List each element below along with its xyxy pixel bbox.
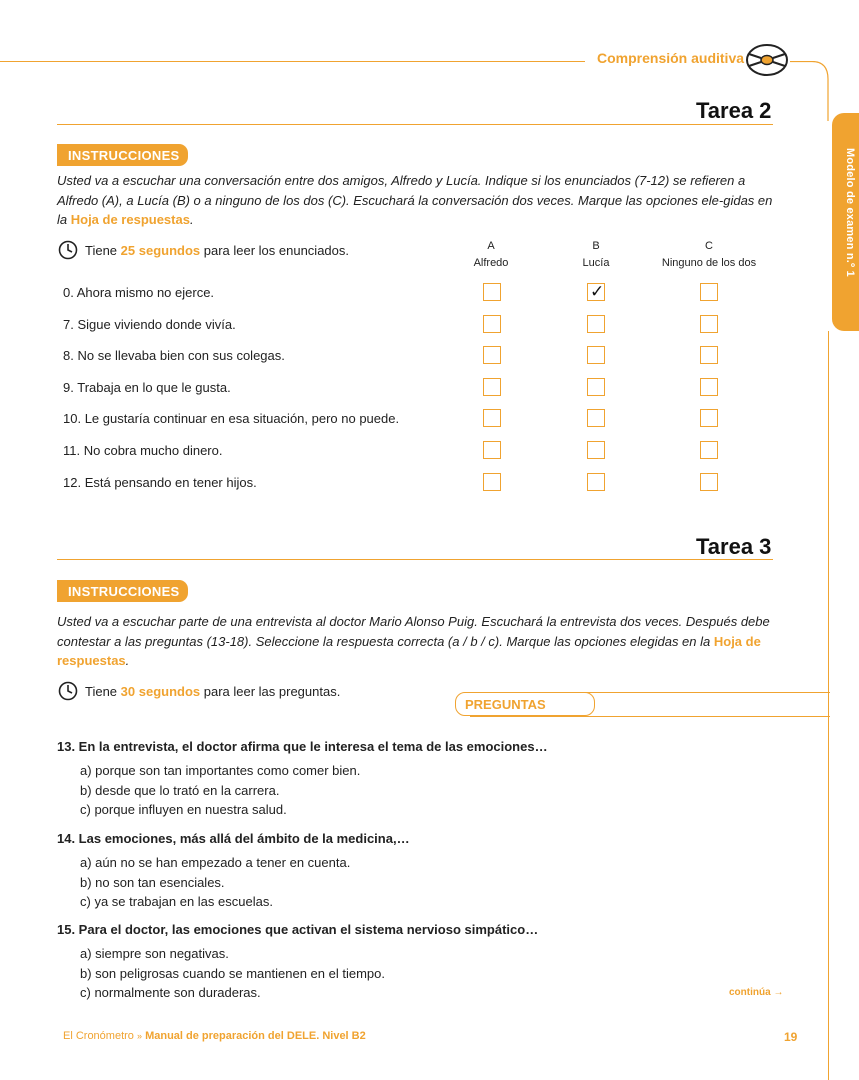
- answer-checkbox-b[interactable]: [587, 473, 605, 491]
- statement-number: 7.: [63, 316, 74, 332]
- preguntas-rule-bottom: [470, 716, 830, 717]
- statement-row: [63, 411, 399, 426]
- statement-number: 10.: [63, 411, 82, 427]
- clock-icon: [58, 240, 78, 260]
- page-number: 19: [784, 1030, 798, 1044]
- statement-row: [63, 348, 285, 363]
- answer-checkbox-b[interactable]: [587, 346, 605, 364]
- answer-option[interactable]: a) aún no se han empezado a tener en cuenta.: [80, 855, 351, 870]
- answer-checkbox-b[interactable]: [587, 409, 605, 427]
- statement-row: [63, 443, 222, 458]
- answer-checkbox-c[interactable]: [700, 441, 718, 459]
- continua-link: continúa →: [729, 987, 784, 998]
- answer-option[interactable]: b) desde que lo trató en la carrera.: [80, 782, 280, 798]
- answer-checkbox-a[interactable]: [483, 315, 501, 333]
- answer-checkbox-c[interactable]: [700, 283, 718, 301]
- cd-icon: [744, 42, 790, 78]
- question-text: 14. Las emociones, más allá del ámbito de la medicina,…: [57, 831, 410, 846]
- answer-checkbox-c[interactable]: [700, 315, 718, 333]
- answer-checkbox-a[interactable]: [483, 378, 501, 396]
- tarea3-timer: Tiene 30 segundos para leer las preguntas.: [85, 684, 341, 699]
- statement-text: Le gustaría continuar en esa situación, pero no puede.: [84, 411, 400, 427]
- answer-sheet-link: Hoja de respuestas: [70, 212, 190, 227]
- tarea3-instructions-label: INSTRUCCIONES: [57, 580, 188, 602]
- answer-checkbox-b[interactable]: [587, 378, 605, 396]
- tarea3-instructions: Usted va a escuchar parte de una entrevista al doctor Mario Alonso Puig. Escuchará la entrevista dos veces. Después debe contestar a las preguntas (13-18). Seleccione la respuesta correcta (a / b / c). Marque las opciones elegidas en la Hoja de respuestas.: [57, 614, 770, 668]
- question-text: 15. Para el doctor, las emociones que activan el sistema nervioso simpático…: [57, 922, 539, 937]
- preguntas-label: PREGUNTAS: [465, 697, 546, 712]
- answer-checkbox-c[interactable]: [700, 378, 718, 396]
- answer-option[interactable]: a) siempre son negativas.: [80, 946, 229, 961]
- answer-option[interactable]: a) porque son tan importantes como comer bien.: [80, 763, 361, 778]
- answer-option[interactable]: c) porque influyen en nuestra salud.: [80, 802, 287, 817]
- check-icon: ✓: [590, 282, 605, 301]
- answer-checkbox-b[interactable]: [587, 441, 605, 459]
- question-text: 13. En la entrevista, el doctor afirma que le interesa el tema de las emociones…: [57, 739, 548, 754]
- clock-icon: [58, 681, 78, 701]
- statement-text: Trabaja en lo que le gusta.: [77, 379, 231, 395]
- column-c-header: C Ninguno de los dos: [661, 240, 757, 269]
- side-rule: [828, 331, 829, 1080]
- column-a-header: A Alfredo: [473, 240, 509, 269]
- tarea2-timer: Tiene 25 segundos para leer los enunciados.: [85, 243, 349, 258]
- answer-checkbox-a[interactable]: [483, 441, 501, 459]
- tarea3-title: Tarea 3: [696, 534, 772, 559]
- statement-number: 9.: [63, 379, 74, 395]
- section-label: Comprensión auditiva: [597, 50, 745, 66]
- statement-number: 0.: [63, 285, 74, 300]
- answer-option[interactable]: c) normalmente son duraderas.: [80, 985, 261, 1000]
- statement-text: Ahora mismo no ejerce.: [76, 285, 215, 300]
- statement-row: [63, 475, 257, 490]
- statement-text: Está pensando en tener hijos.: [84, 474, 257, 490]
- header-rule: [0, 61, 585, 62]
- statement-row: [63, 285, 214, 300]
- answer-option[interactable]: c) ya se trabajan en las escuelas.: [80, 894, 273, 909]
- answer-checkbox-b[interactable]: [587, 283, 605, 301]
- answer-checkbox-a[interactable]: [483, 409, 501, 427]
- tarea2-instructions-label: INSTRUCCIONES: [57, 144, 188, 166]
- tarea2-title: Tarea 2: [696, 98, 772, 123]
- statement-text: No se llevaba bien con sus colegas.: [77, 348, 285, 364]
- footer-left: El Cronómetro » Manual de preparación del DELE. Nivel B2: [63, 1030, 366, 1042]
- answer-checkbox-a[interactable]: [483, 283, 501, 301]
- answer-option[interactable]: b) son peligrosas cuando se mantienen en el tiempo.: [80, 965, 385, 981]
- header-curve: [790, 61, 830, 121]
- column-b-header: B Lucía: [582, 240, 610, 269]
- answer-option[interactable]: b) no son tan esenciales.: [80, 874, 225, 890]
- statement-number: 11.: [63, 443, 81, 458]
- answer-checkbox-c[interactable]: [700, 473, 718, 491]
- answer-checkbox-a[interactable]: [483, 346, 501, 364]
- statement-row: [63, 317, 236, 332]
- statement-row: [63, 380, 231, 395]
- answer-checkbox-c[interactable]: [700, 346, 718, 364]
- answer-checkbox-c[interactable]: [700, 409, 718, 427]
- statement-number: 12.: [63, 474, 82, 490]
- tarea2-instructions: Usted va a escuchar una conversación entre dos amigos, Alfredo y Lucía. Indique si los enunciados (7-12) se refieren a Alfredo (A), a Lucía (B) o a ninguno de los dos (C). Escuchará la conversación dos veces. Marque las opciones ele-gidas en la Hoja de respuestas.: [57, 173, 773, 227]
- tarea3-rule: [57, 559, 773, 560]
- answer-checkbox-b[interactable]: [587, 315, 605, 333]
- statement-number: 8.: [63, 348, 74, 364]
- statement-text: Sigue viviendo donde vivía.: [77, 316, 236, 332]
- tarea2-rule: [57, 124, 773, 125]
- side-tab-label: Modelo de examen n.º 1: [844, 148, 856, 277]
- answer-checkbox-a[interactable]: [483, 473, 501, 491]
- answer-sheet-link: Hoja de respuestas: [57, 633, 761, 668]
- statement-text: No cobra mucho dinero.: [83, 443, 223, 458]
